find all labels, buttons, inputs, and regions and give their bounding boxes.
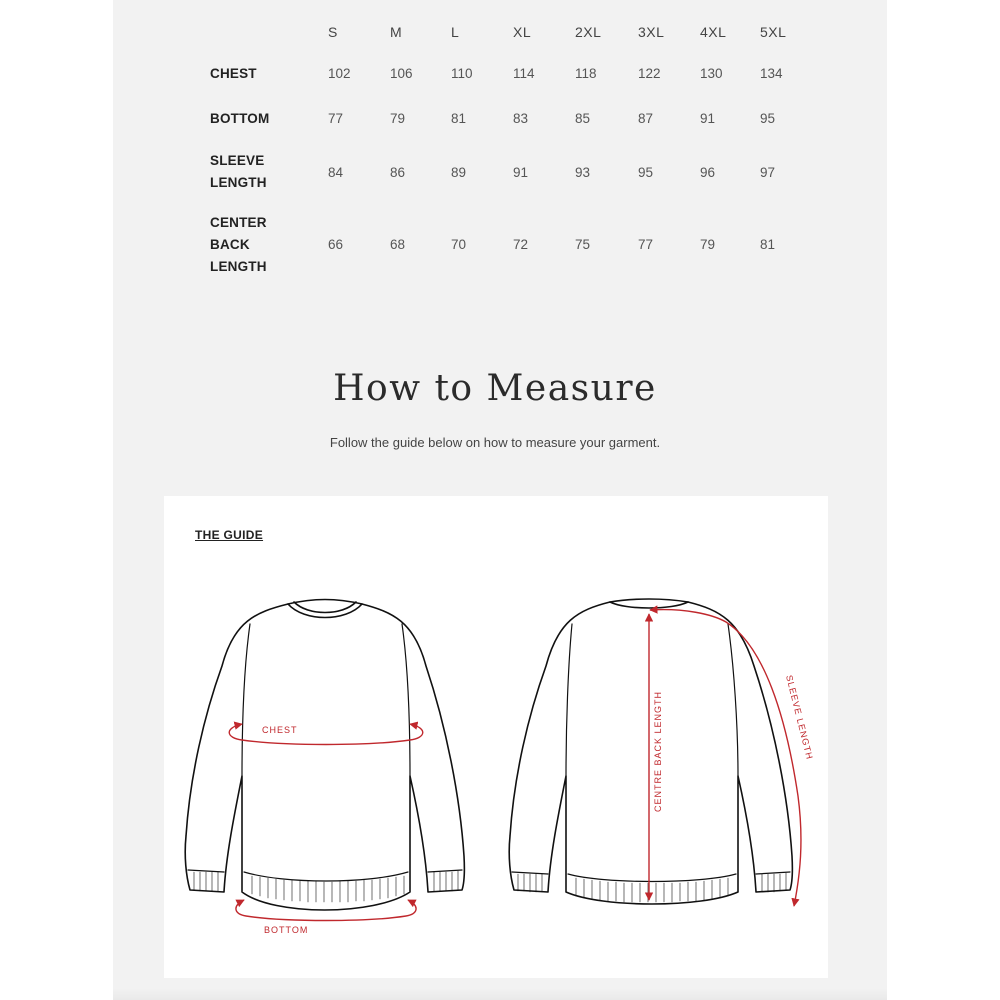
- table-cell: 93: [575, 165, 591, 180]
- table-cell: 79: [390, 111, 406, 126]
- table-cell: 68: [390, 237, 406, 252]
- table-cell: 91: [513, 165, 529, 180]
- sleeve-length-label: SLEEVE LENGTH: [784, 674, 815, 761]
- size-header-xl: XL: [513, 24, 532, 40]
- table-cell: 75: [575, 237, 591, 252]
- table-cell: 122: [638, 66, 661, 81]
- size-header-m: M: [390, 24, 403, 40]
- table-cell: 86: [390, 165, 406, 180]
- table-cell: 106: [390, 66, 413, 81]
- table-cell: 118: [575, 66, 597, 81]
- table-cell: 102: [328, 66, 351, 81]
- table-cell: 81: [760, 237, 776, 252]
- table-cell: 77: [638, 237, 654, 252]
- table-cell: 130: [700, 66, 723, 81]
- sweatshirt-front-icon: [185, 600, 464, 911]
- row-label-bottom: BOTTOM: [210, 111, 270, 126]
- size-header-5xl: 5XL: [760, 24, 787, 40]
- table-cell: 70: [451, 237, 467, 252]
- table-cell: 96: [700, 165, 716, 180]
- size-header-3xl: 3XL: [638, 24, 665, 40]
- size-header-s: S: [328, 24, 338, 40]
- how-to-measure-title: How to Measure: [333, 368, 657, 409]
- row-label-chest: CHEST: [210, 66, 257, 81]
- table-cell: 89: [451, 165, 467, 180]
- size-header-4xl: 4XL: [700, 24, 727, 40]
- size-chart-table: [113, 0, 887, 300]
- table-cell: 97: [760, 165, 776, 180]
- size-header-2xl: 2XL: [575, 24, 602, 40]
- table-cell: 114: [513, 66, 535, 81]
- table-cell: 95: [760, 111, 776, 126]
- table-cell: 91: [700, 111, 716, 126]
- row-label-center-back-length: CENTER BACK LENGTH: [210, 215, 267, 274]
- table-cell: 66: [328, 237, 344, 252]
- table-cell: 77: [328, 111, 344, 126]
- table-cell: 79: [700, 237, 716, 252]
- guide-heading: THE GUIDE: [195, 528, 264, 542]
- table-cell: 95: [638, 165, 654, 180]
- size-header-l: L: [451, 24, 460, 40]
- table-cell: 81: [451, 111, 467, 126]
- measurement-guide: [164, 496, 828, 978]
- centre-back-length-label: CENTRE BACK LENGTH: [653, 690, 663, 812]
- table-cell: 72: [513, 237, 529, 252]
- table-cell: 85: [575, 111, 591, 126]
- table-cell: 110: [451, 66, 473, 81]
- row-label-sleeve-length: SLEEVE LENGTH: [210, 153, 267, 190]
- table-cell: 83: [513, 111, 529, 126]
- how-to-measure-subtitle: Follow the guide below on how to measure your garment.: [329, 435, 661, 450]
- table-cell: 84: [328, 165, 344, 180]
- bottom-label: BOTTOM: [264, 925, 309, 935]
- table-cell: 87: [638, 111, 654, 126]
- guide-illustration: [164, 496, 828, 978]
- panel-bottom-edge: [113, 988, 887, 1000]
- chest-label: CHEST: [262, 725, 298, 735]
- table-cell: 134: [760, 66, 783, 81]
